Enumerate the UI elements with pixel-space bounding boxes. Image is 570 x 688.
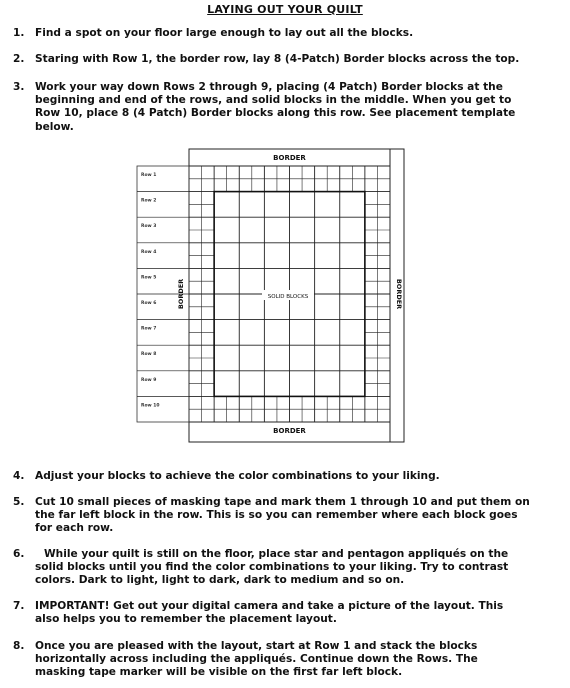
step-line: horizontally across including the appliqués. Continue down the Rows. The: [35, 653, 478, 666]
border-bottom-label: BORDER: [273, 427, 306, 435]
step-text: [35, 470, 560, 483]
step-text: [35, 548, 560, 588]
step-line: solid blocks until you find the color combinations to your liking. Try to contrast: [35, 561, 509, 574]
row-label: Row 4: [141, 249, 157, 255]
step-number: 2.: [13, 53, 25, 65]
step-line: masking tape marker will be visible on the first far left block.: [35, 666, 403, 679]
step-line: Find a spot on your floor large enough to lay out all the blocks.: [35, 27, 414, 39]
step-line: Row 10, place 8 (4 Patch) Border blocks along this row. See placement template: [35, 107, 516, 120]
solid-blocks-label: SOLID BLOCKS: [267, 294, 309, 300]
step-text: [35, 496, 560, 536]
step-line: for each row.: [35, 522, 114, 535]
row-label: Row 6: [141, 301, 157, 306]
step-number: 1.: [13, 27, 25, 39]
step-number: 8.: [13, 640, 25, 652]
step-number: 5.: [13, 496, 25, 508]
step-number: 3.: [13, 81, 25, 93]
step-line: While your quilt is still on the floor, place star and pentagon appliqués on the: [44, 548, 509, 560]
row-label: Row 8: [141, 352, 157, 358]
page-title: LAYING OUT YOUR QUILT: [207, 3, 363, 16]
border-right-label: BORDER: [395, 278, 403, 310]
step-line: Work your way down Rows 2 through 9, placing (4 Patch) Border blocks at the: [35, 81, 503, 93]
step-text: [35, 600, 560, 626]
step-line: also helps you to remember the placement layout.: [35, 613, 337, 626]
row-label: Row 10: [141, 403, 160, 409]
step-number: 6.: [13, 548, 25, 560]
row-label: Row 7: [141, 326, 157, 332]
step-line: Cut 10 small pieces of masking tape and mark them 1 through 10 and put them on: [35, 496, 530, 508]
step-line: Staring with Row 1, the border row, lay 8 (4-Patch) Border blocks across the top.: [35, 53, 520, 65]
step-line: beginning and end of the rows, and solid blocks in the middle. When you get to: [35, 94, 512, 107]
row-label: Row 2: [141, 198, 157, 204]
step-text: [35, 640, 560, 680]
row-label: Row 5: [141, 275, 157, 281]
step-line: below.: [35, 120, 74, 133]
border-left-label: BORDER: [177, 278, 185, 310]
step-line: Adjust your blocks to achieve the color combinations to your liking.: [35, 470, 440, 482]
border-top-label: BORDER: [273, 154, 306, 162]
step-line: colors. Dark to light, light to dark, dark to medium and so on.: [35, 574, 405, 587]
step-line: IMPORTANT! Get out your digital camera and take a picture of the layout. This: [35, 600, 504, 612]
step-number: 4.: [13, 470, 25, 482]
step-number: 7.: [13, 600, 25, 612]
row-label: Row 3: [141, 224, 157, 230]
step-line: Once you are pleased with the layout, start at Row 1 and stack the blocks: [35, 640, 478, 652]
row-label: Row 1: [141, 173, 157, 178]
row-label: Row 9: [141, 377, 157, 383]
step-line: the far left block in the row. This is so you can remember where each block goes: [35, 509, 518, 522]
